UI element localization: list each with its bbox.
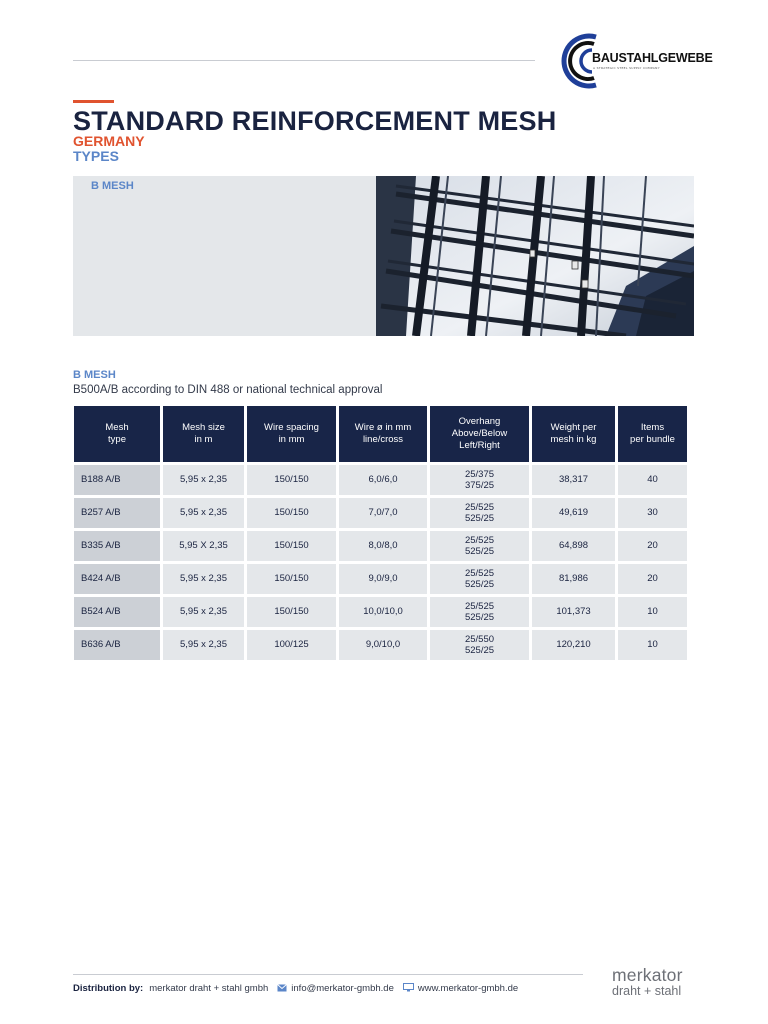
overhang-cell: 25/525 525/25 [430,597,529,627]
wire-spacing-cell: 150/150 [247,531,336,561]
distributor-name: merkator draht + stahl gmbh [149,983,269,994]
envelope-icon [277,984,287,994]
col-header-mesh-size: Mesh size in m [163,406,244,462]
mesh-photo [376,176,694,336]
items-cell: 10 [618,597,687,627]
table-row [74,465,687,495]
wire-diameter-cell: 10,0/10,0 [339,597,427,627]
table-row [74,630,687,660]
col-header-wire-diameter: Wire ø in mm line/cross [339,406,427,462]
merkator-logo [612,966,683,998]
wire-spacing-cell: 150/150 [247,597,336,627]
wire-diameter-cell: 9,0/9,0 [339,564,427,594]
country-subtitle: GERMANY [73,133,145,149]
items-cell: 20 [618,564,687,594]
footer-contact [73,983,518,994]
hero-info-panel [73,176,376,336]
table-row [74,597,687,627]
section-title: B MESH [73,369,116,381]
items-cell: 30 [618,498,687,528]
col-header-wire-spacing: Wire spacing in mm [247,406,336,462]
wire-spacing-cell: 100/125 [247,630,336,660]
table-row [74,531,687,561]
wire-diameter-cell: 9,0/10,0 [339,630,427,660]
page-title: STANDARD REINFORCEMENT MESH [73,106,557,136]
distribution-label: Distribution by: [73,983,144,994]
brand-tagline: draht + stahl [612,984,682,998]
weight-cell: 101,373 [532,597,615,627]
col-header-weight: Weight per mesh in kg [532,406,615,462]
mesh-type-cell: B524 A/B [74,597,160,627]
weight-cell: 120,210 [532,630,615,660]
overhang-cell: 25/550 525/25 [430,630,529,660]
col-header-mesh-type: Mesh type [74,406,160,462]
mesh-type-cell: B335 A/B [74,531,160,561]
items-cell: 20 [618,531,687,561]
mesh-spec-table [71,403,690,663]
weight-cell: 49,619 [532,498,615,528]
hero-label: B MESH [91,180,134,192]
mesh-size-cell: 5,95 X 2,35 [163,531,244,561]
section-description: B500A/B according to DIN 488 or national technical approval [73,384,383,396]
logo-wordmark: BAUSTAHLGEWEBE [592,51,713,65]
wire-spacing-cell: 150/150 [247,564,336,594]
brand-name: merkator [612,965,683,985]
wire-diameter-cell: 6,0/6,0 [339,465,427,495]
overhang-cell: 25/375 375/25 [430,465,529,495]
mesh-size-cell: 5,95 x 2,35 [163,465,244,495]
mesh-type-cell: B636 A/B [74,630,160,660]
wire-diameter-cell: 7,0/7,0 [339,498,427,528]
mesh-type-cell: B424 A/B [74,564,160,594]
weight-cell: 81,986 [532,564,615,594]
mesh-type-cell: B188 A/B [74,465,160,495]
col-header-items: Items per bundle [618,406,687,462]
mesh-size-cell: 5,95 x 2,35 [163,498,244,528]
mesh-size-cell: 5,95 x 2,35 [163,597,244,627]
mesh-type-cell: B257 A/B [74,498,160,528]
website-link[interactable]: www.merkator-gmbh.de [417,983,519,994]
mesh-size-cell: 5,95 x 2,35 [163,564,244,594]
company-logo [556,28,746,94]
wire-spacing-cell: 150/150 [247,465,336,495]
reinforcement-mesh-image [376,176,694,336]
wire-spacing-cell: 150/150 [247,498,336,528]
title-accent-bar [73,100,114,103]
items-cell: 10 [618,630,687,660]
logo-tagline: A STRATEGIC STEEL SUPPLY COMPANY [593,66,660,70]
overhang-cell: 25/525 525/25 [430,531,529,561]
items-cell: 40 [618,465,687,495]
col-header-overhang: Overhang Above/Below Left/Right [430,406,529,462]
weight-cell: 64,898 [532,531,615,561]
table-header-row [74,406,687,462]
types-subtitle: TYPES [73,148,119,164]
monitor-icon [403,983,414,994]
weight-cell: 38,317 [532,465,615,495]
email-link[interactable]: info@merkator-gmbh.de [291,983,394,994]
header-divider [73,60,535,61]
wire-diameter-cell: 8,0/8,0 [339,531,427,561]
mesh-size-cell: 5,95 x 2,35 [163,630,244,660]
table-row [74,498,687,528]
table-row [74,564,687,594]
overhang-cell: 25/525 525/25 [430,498,529,528]
overhang-cell: 25/525 525/25 [430,564,529,594]
footer-divider [73,974,583,975]
